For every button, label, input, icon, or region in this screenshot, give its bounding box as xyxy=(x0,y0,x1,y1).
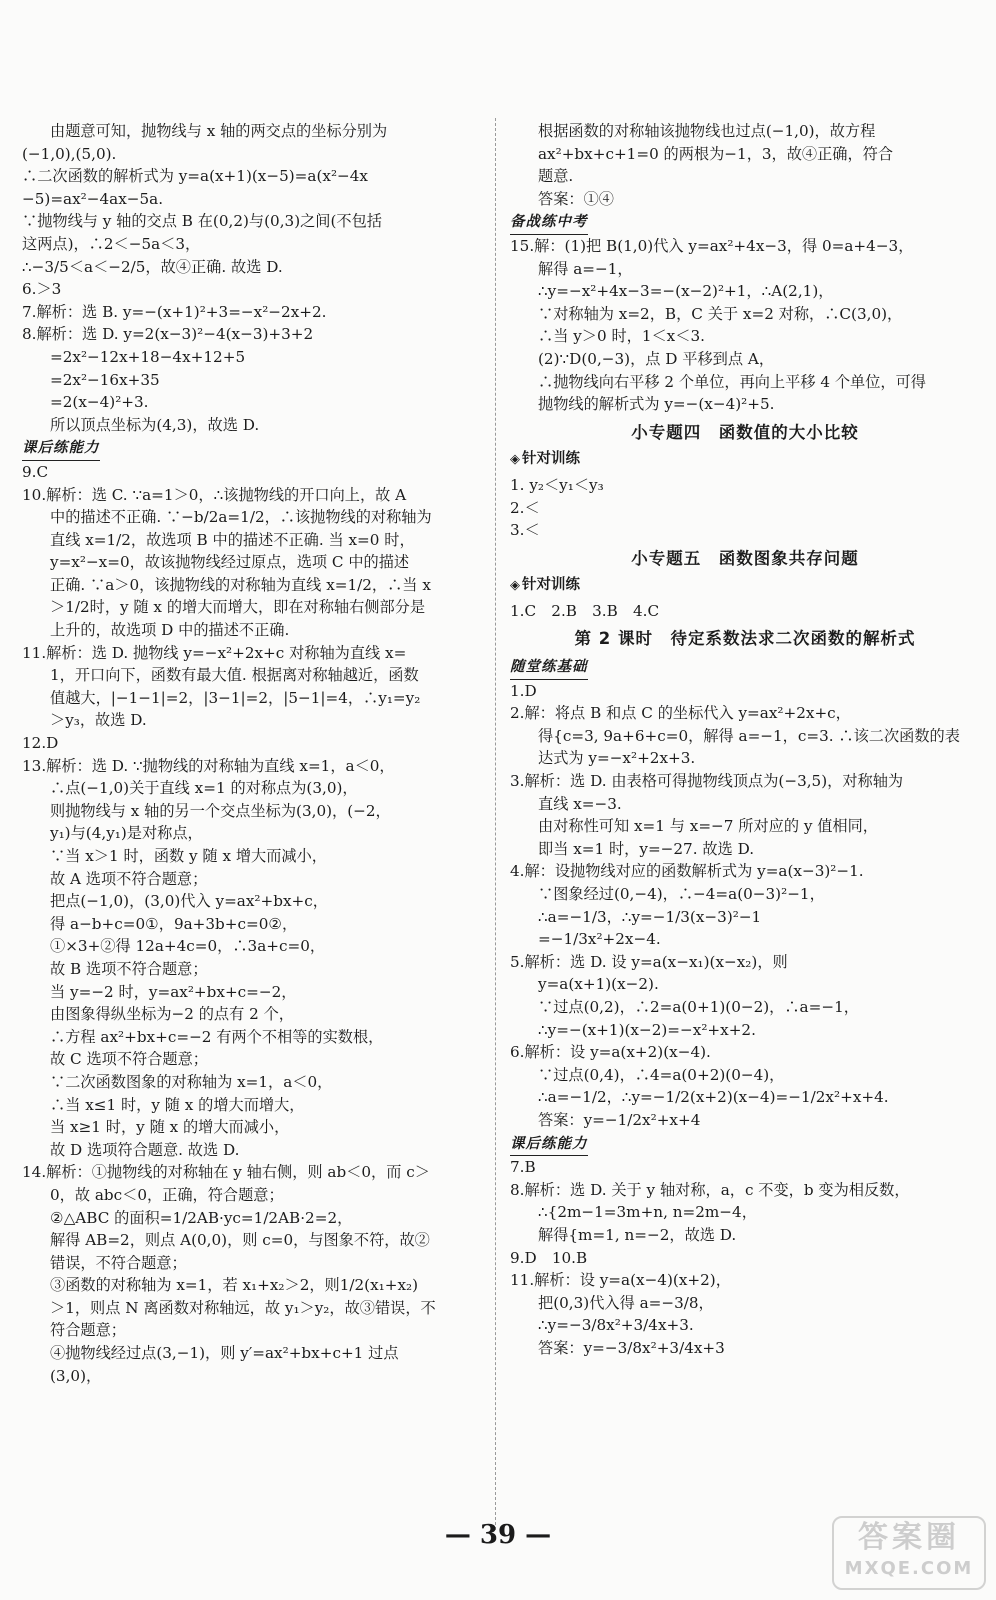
text-line: ①×3+②得 12a+4c=0，∴3a+c=0， xyxy=(50,937,326,956)
text-line: ∴方程 ax²+bx+c=−2 有两个不相等的实数根， xyxy=(50,1027,384,1046)
text-line: ＞1/2时，y 随 x 的增大而增大，即在对称轴右侧部分是 xyxy=(50,598,426,617)
text-line: =2(x−4)²+3. xyxy=(50,393,149,412)
text-line: 2.解：将点 B 和点 C 的坐标代入 y=ax²+2x+c， xyxy=(510,704,851,723)
text-line: ＞1，则点 N 离函数对称轴远，故 y₁＞y₂，故③错误，不 xyxy=(50,1298,436,1317)
topic-title: 第 2 课时 待定系数法求二次函数的解析式 xyxy=(574,629,916,649)
text-line: ∴{2m−1=3m+n, n=2m−4， xyxy=(538,1203,757,1222)
text-line: ②△ABC 的面积=1/2AB·yc=1/2AB·2=2， xyxy=(50,1208,353,1227)
text-line: 直线 x=−3. xyxy=(538,794,622,813)
text-line: 所以顶点坐标为(4,3)，故选 D. xyxy=(50,415,260,434)
diamond-icon: ◈ xyxy=(510,578,520,594)
text-line: y=x²−x=0，故该抛物线经过原点，选项 C 中的描述 xyxy=(50,553,410,572)
text-line: 正确. ∵a＞0，该抛物线的对称轴为直线 x=1/2，∴当 x xyxy=(50,575,431,594)
text-line: 8.解析：选 D. y=2(x−3)²−4(x−3)+3+2 xyxy=(22,325,314,344)
practice-label-text: 针对训练 xyxy=(522,577,580,594)
text-line: y₁)与(4,y₁)是对称点， xyxy=(50,824,203,843)
text-line: 13.解析：选 D. ∵抛物线的对称轴为直线 x=1，a＜0， xyxy=(22,756,395,775)
right-column xyxy=(510,120,980,1359)
text-line: 3.解析：选 D. 由表格可得抛物线顶点为(−3,5)，对称轴为 xyxy=(510,772,904,791)
text-line: 错误，不符合题意； xyxy=(50,1253,187,1272)
text-line: 抛物线的解析式为 y=−(x−4)²+5. xyxy=(538,395,775,414)
text-line: ∴a=−1/2，∴y=−1/2(x+2)(x−4)=−1/2x²+x+4. xyxy=(538,1088,889,1107)
text-line: 根据函数的对称轴该抛物线也过点(−1,0)，故方程 xyxy=(538,122,876,140)
text-line: 1. y₂＜y₁＜y₃ xyxy=(510,475,604,494)
section-heading-wrap xyxy=(510,1132,980,1157)
text-line: 得{c=3, 9a+6+c=0，解得 a=−1，c=3. ∴该二次函数的表 xyxy=(538,726,960,745)
text-line: 答案：y=−1/2x²+x+4 xyxy=(538,1110,701,1129)
text-line: ∵当 x＞1 时，函数 y 随 x 增大而减小， xyxy=(50,847,327,865)
text-line: 10.解析：选 C. ∵a=1＞0，∴该抛物线的开口向上，故 A xyxy=(22,485,407,504)
text-line: 直线 x=1/2，故选项 B 中的描述不正确. 当 x=0 时， xyxy=(50,530,415,549)
text-line: 7.B xyxy=(510,1158,536,1177)
text-line: y=a(x+1)(x−2). xyxy=(538,975,659,994)
text-line: 3.＜ xyxy=(510,521,540,540)
section-heading: 随堂练基础 xyxy=(510,656,588,680)
text-line: ③函数的对称轴为 x=1，若 x₁+x₂＞2，则1/2(x₁+x₂) xyxy=(50,1276,419,1295)
text-line: 得 a−b+c=0①，9a+3b+c=0②， xyxy=(50,914,298,933)
section-heading-wrap xyxy=(510,210,980,235)
text-line: 4.解：设抛物线对应的函数解析式为 y=a(x−3)²−1. xyxy=(510,862,864,881)
text-line: ∴点(−1,0)关于直线 x=1 的对称点为(3,0)， xyxy=(50,779,358,798)
text-line: 这两点)，∴2＜−5a＜3， xyxy=(22,234,201,253)
text-line: ∴抛物线向右平移 2 个单位，再向上平移 4 个单位，可得 xyxy=(538,372,926,391)
text-line: ∵对称轴为 x=2，B，C 关于 x=2 对称，∴C(3,0)， xyxy=(538,304,903,323)
text-line: 9.D 10.B xyxy=(510,1248,588,1267)
text-line: 把(0,3)代入得 a=−3/8， xyxy=(538,1293,714,1312)
text-line: =2x²−12x+18−4x+12+5 xyxy=(50,347,246,366)
section-heading-wrap xyxy=(22,436,487,461)
text-line: 12.D xyxy=(22,734,59,753)
text-line: ∴−3/5＜a＜−2/5，故④正确. 故选 D. xyxy=(22,257,283,276)
text-line: 由题意可知，抛物线与 x 轴的两交点的坐标分别为 xyxy=(50,122,388,140)
column-divider xyxy=(495,118,496,1530)
text-line: 则抛物线与 x 轴的另一个交点坐标为(3,0)，(−2， xyxy=(50,801,391,820)
text-line: ∴当 y＞0 时，1＜x＜3. xyxy=(538,327,705,346)
text-line: 当 x≥1 时，y 随 x 的增大而减小， xyxy=(50,1118,290,1137)
text-line: −5)=ax²−4ax−5a. xyxy=(22,189,164,208)
text-line: ＞y₃，故选 D. xyxy=(50,711,147,730)
text-line: 解得 a=−1， xyxy=(538,259,633,278)
practice-label xyxy=(510,574,980,598)
text-line: 5.解析：选 D. 设 y=a(x−x₁)(x−x₂)，则 xyxy=(510,952,788,971)
text-line: ∴a=−1/3，∴y=−1/3(x−3)²−1 xyxy=(538,907,762,926)
practice-label-text: 针对训练 xyxy=(522,451,580,468)
text-line: ∵过点(0,4)，∴4=a(0+2)(0−4)， xyxy=(538,1065,785,1084)
text-line: 题意. xyxy=(538,167,574,186)
text-line: 1.C 2.B 3.B 4.C xyxy=(510,601,660,620)
text-line: 解得{m=1, n=−2，故选 D. xyxy=(538,1225,737,1244)
text-line: 故 A 选项不符合题意； xyxy=(50,869,208,888)
text-line: (2)∵D(0,−3)，点 D 平移到点 A， xyxy=(538,349,775,368)
text-line: ∴y=−(x+1)(x−2)=−x²+x+2. xyxy=(538,1020,756,1039)
text-line: ④抛物线经过点(3,−1)，则 y′=ax²+bx+c+1 过点 xyxy=(50,1344,399,1363)
text-line: 由对称性可知 x=1 与 x=−7 所对应的 y 值相同， xyxy=(538,817,878,836)
text-line: 7.解析：选 B. y=−(x+1)²+3=−x²−2x+2. xyxy=(22,302,327,321)
text-line: 达式为 y=−x²+2x+3. xyxy=(538,749,696,768)
text-line: 答案：①④ xyxy=(538,189,614,208)
watermark-logo xyxy=(832,1516,986,1590)
text-line: 9.C xyxy=(22,462,49,481)
text-line: 2.＜ xyxy=(510,498,540,517)
text-line: 即当 x=1 时，y=−27. 故选 D. xyxy=(538,839,755,858)
practice-label xyxy=(510,448,980,472)
text-line: 把点(−1,0)，(3,0)代入 y=ax²+bx+c， xyxy=(50,892,328,911)
text-line: 当 y=−2 时，y=ax²+bx+c=−2， xyxy=(50,982,297,1001)
text-line: 故 C 选项不符合题意； xyxy=(50,1050,208,1069)
text-line: 14.解析：①抛物线的对称轴在 y 轴右侧，则 ab＜0，而 c＞ xyxy=(22,1163,430,1182)
text-line: 故 D 选项符合题意. 故选 D. xyxy=(50,1140,240,1159)
watermark-line1: 答案圈 xyxy=(858,1520,960,1555)
page-number: — 39 — xyxy=(444,1520,552,1550)
text-line: 15.解：(1)把 B(1,0)代入 y=ax²+4x−3，得 0=a+4−3， xyxy=(510,236,914,255)
text-line: ∴y=−3/8x²+3/4x+3. xyxy=(538,1316,694,1335)
text-line: ∴y=−x²+4x−3=−(x−2)²+1，∴A(2,1)， xyxy=(538,282,834,301)
diamond-icon: ◈ xyxy=(510,452,520,468)
text-line: ∴二次函数的解析式为 y=a(x+1)(x−5)=a(x²−4x xyxy=(22,167,368,186)
section-heading: 课后练能力 xyxy=(22,437,100,461)
text-line: 答案：y=−3/8x²+3/4x+3 xyxy=(538,1338,725,1357)
text-line: 11.解析：选 D. 抛物线 y=−x²+2x+c 对称轴为直线 x= xyxy=(22,643,407,662)
text-line: 上升的，故选项 D 中的描述不正确. xyxy=(50,621,290,640)
text-line: 6.解析：设 y=a(x+2)(x−4). xyxy=(510,1043,711,1062)
text-line: 值越大，|−1−1|=2，|3−1|=2，|5−1|=4，∴y₁=y₂ xyxy=(50,688,421,707)
text-line: (−1,0),(5,0). xyxy=(22,144,117,163)
text-line: 1，开口向下，函数有最大值. 根据离对称轴越近，函数 xyxy=(50,666,419,685)
text-line: (3,0)， xyxy=(50,1366,102,1385)
text-line: 11.解析：设 y=a(x−4)(x+2)， xyxy=(510,1271,731,1290)
text-line: 1.D xyxy=(510,681,537,700)
text-line: ∵过点(0,2)，∴2=a(0+1)(0−2)，∴a=−1， xyxy=(538,997,859,1016)
topic-title: 小专题五 函数图象共存问题 xyxy=(631,548,859,568)
text-line: ∵抛物线与 y 轴的交点 B 在(0,2)与(0,3)之间(不包括 xyxy=(22,212,382,231)
text-line: 6.＞3 xyxy=(22,280,62,299)
text-line: ∵图象经过(0,−4)，∴−4=a(0−3)²−1， xyxy=(538,885,825,903)
section-heading: 课后练能力 xyxy=(510,1133,588,1157)
text-line: 中的描述不正确. ∵−b/2a=1/2，∴该抛物线的对称轴为 xyxy=(50,508,432,527)
text-line: ∵二次函数图象的对称轴为 x=1，a＜0， xyxy=(50,1072,333,1091)
text-line: 符合题意； xyxy=(50,1321,126,1340)
text-line: ∴当 x≤1 时，y 随 x 的增大而增大， xyxy=(50,1095,305,1114)
topic-title: 小专题四 函数值的大小比较 xyxy=(631,422,859,442)
page-number-value: 39 xyxy=(479,1520,517,1550)
section-heading-wrap xyxy=(510,655,980,680)
text-line: 由图象得纵坐标为−2 的点有 2 个， xyxy=(50,1005,294,1024)
text-line: =−1/3x²+2x−4. xyxy=(538,930,661,949)
text-line: 解得 AB=2，则点 A(0,0)，则 c=0，与图象不符，故② xyxy=(50,1231,430,1250)
text-line: 故 B 选项不符合题意； xyxy=(50,959,208,978)
section-heading: 备战练中考 xyxy=(510,211,588,235)
text-line: ax²+bx+c+1=0 的两根为−1，3，故④正确，符合 xyxy=(538,144,894,163)
left-column xyxy=(22,120,487,1387)
watermark-line2: MXQE.COM xyxy=(844,1558,974,1579)
text-line: =2x²−16x+35 xyxy=(50,370,160,389)
text-line: 0，故 abc＜0，正确，符合题意； xyxy=(50,1185,284,1204)
text-line: 8.解析：选 D. 关于 y 轴对称，a，c 不变，b 变为相反数， xyxy=(510,1180,910,1199)
